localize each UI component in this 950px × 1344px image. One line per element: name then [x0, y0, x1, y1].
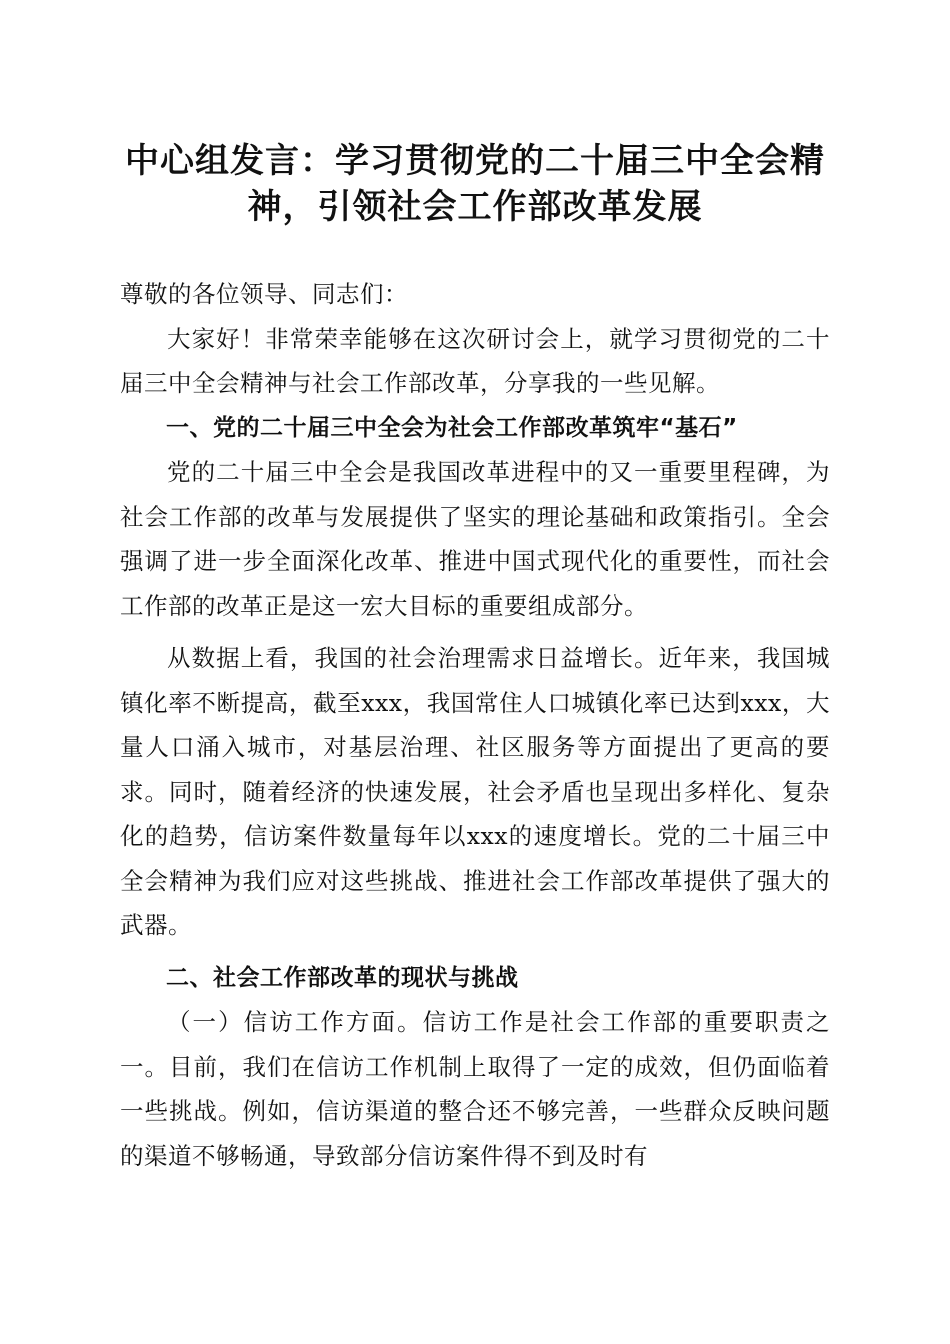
paragraph-plenum: 党的二十届三中全会是我国改革进程中的又一重要里程碑，为社会工作部的改革与发展提供了坚实的理论基础和政策指引。全会强调了进一步全面深化改革、推进中国式现代化的重要性，而社会工作部的改革正是这一宏大目标的重要组成部分。 [120, 458, 830, 620]
document-page [120, 0, 830, 1178]
section-heading-2: 二、社会工作部改革的现状与挑战 [166, 964, 519, 991]
salutation: 尊敬的各位领导、同志们： [120, 280, 408, 308]
paragraph-petition: （一）信访工作方面。信访工作是社会工作部的重要职责之一。目前，我们在信访工作机制上取得了一定的成效，但仍面临着一些挑战。例如，信访渠道的整合还不够完善，一些群众反映问题的渠道不够畅通，导致部分信访案件得不到及时有 [120, 1008, 830, 1170]
title-line-1: 中心组发言：学习贯彻党的二十届三中全会精 [125, 141, 825, 181]
paragraph-data: 从数据上看，我国的社会治理需求日益增长。近年来，我国城镇化率不断提高，截至xxx，我国常住人口城镇化率已达到xxx，大量人口涌入城市，对基层治理、社区服务等方面提出了更高的要求。同时，随着经济的快速发展，社会矛盾也呈现出多样化、复杂化的趋势，信访案件数量每年以xxx的速度增长。党的二十届三中全会精神为我们应对这些挑战、推进社会工作部改革提供了强大的武器。 [120, 644, 830, 939]
document-body [120, 272, 830, 1178]
paragraph-greeting: 大家好！非常荣幸能够在这次研讨会上，就学习贯彻党的二十届三中全会精神与社会工作部改革，分享我的一些见解。 [120, 324, 830, 397]
title-line-2: 神，引领社会工作部改革发展 [247, 187, 703, 227]
section-heading-1: 一、党的二十届三中全会为社会工作部改革筑牢“基石” [166, 414, 738, 441]
document-title [120, 138, 830, 230]
